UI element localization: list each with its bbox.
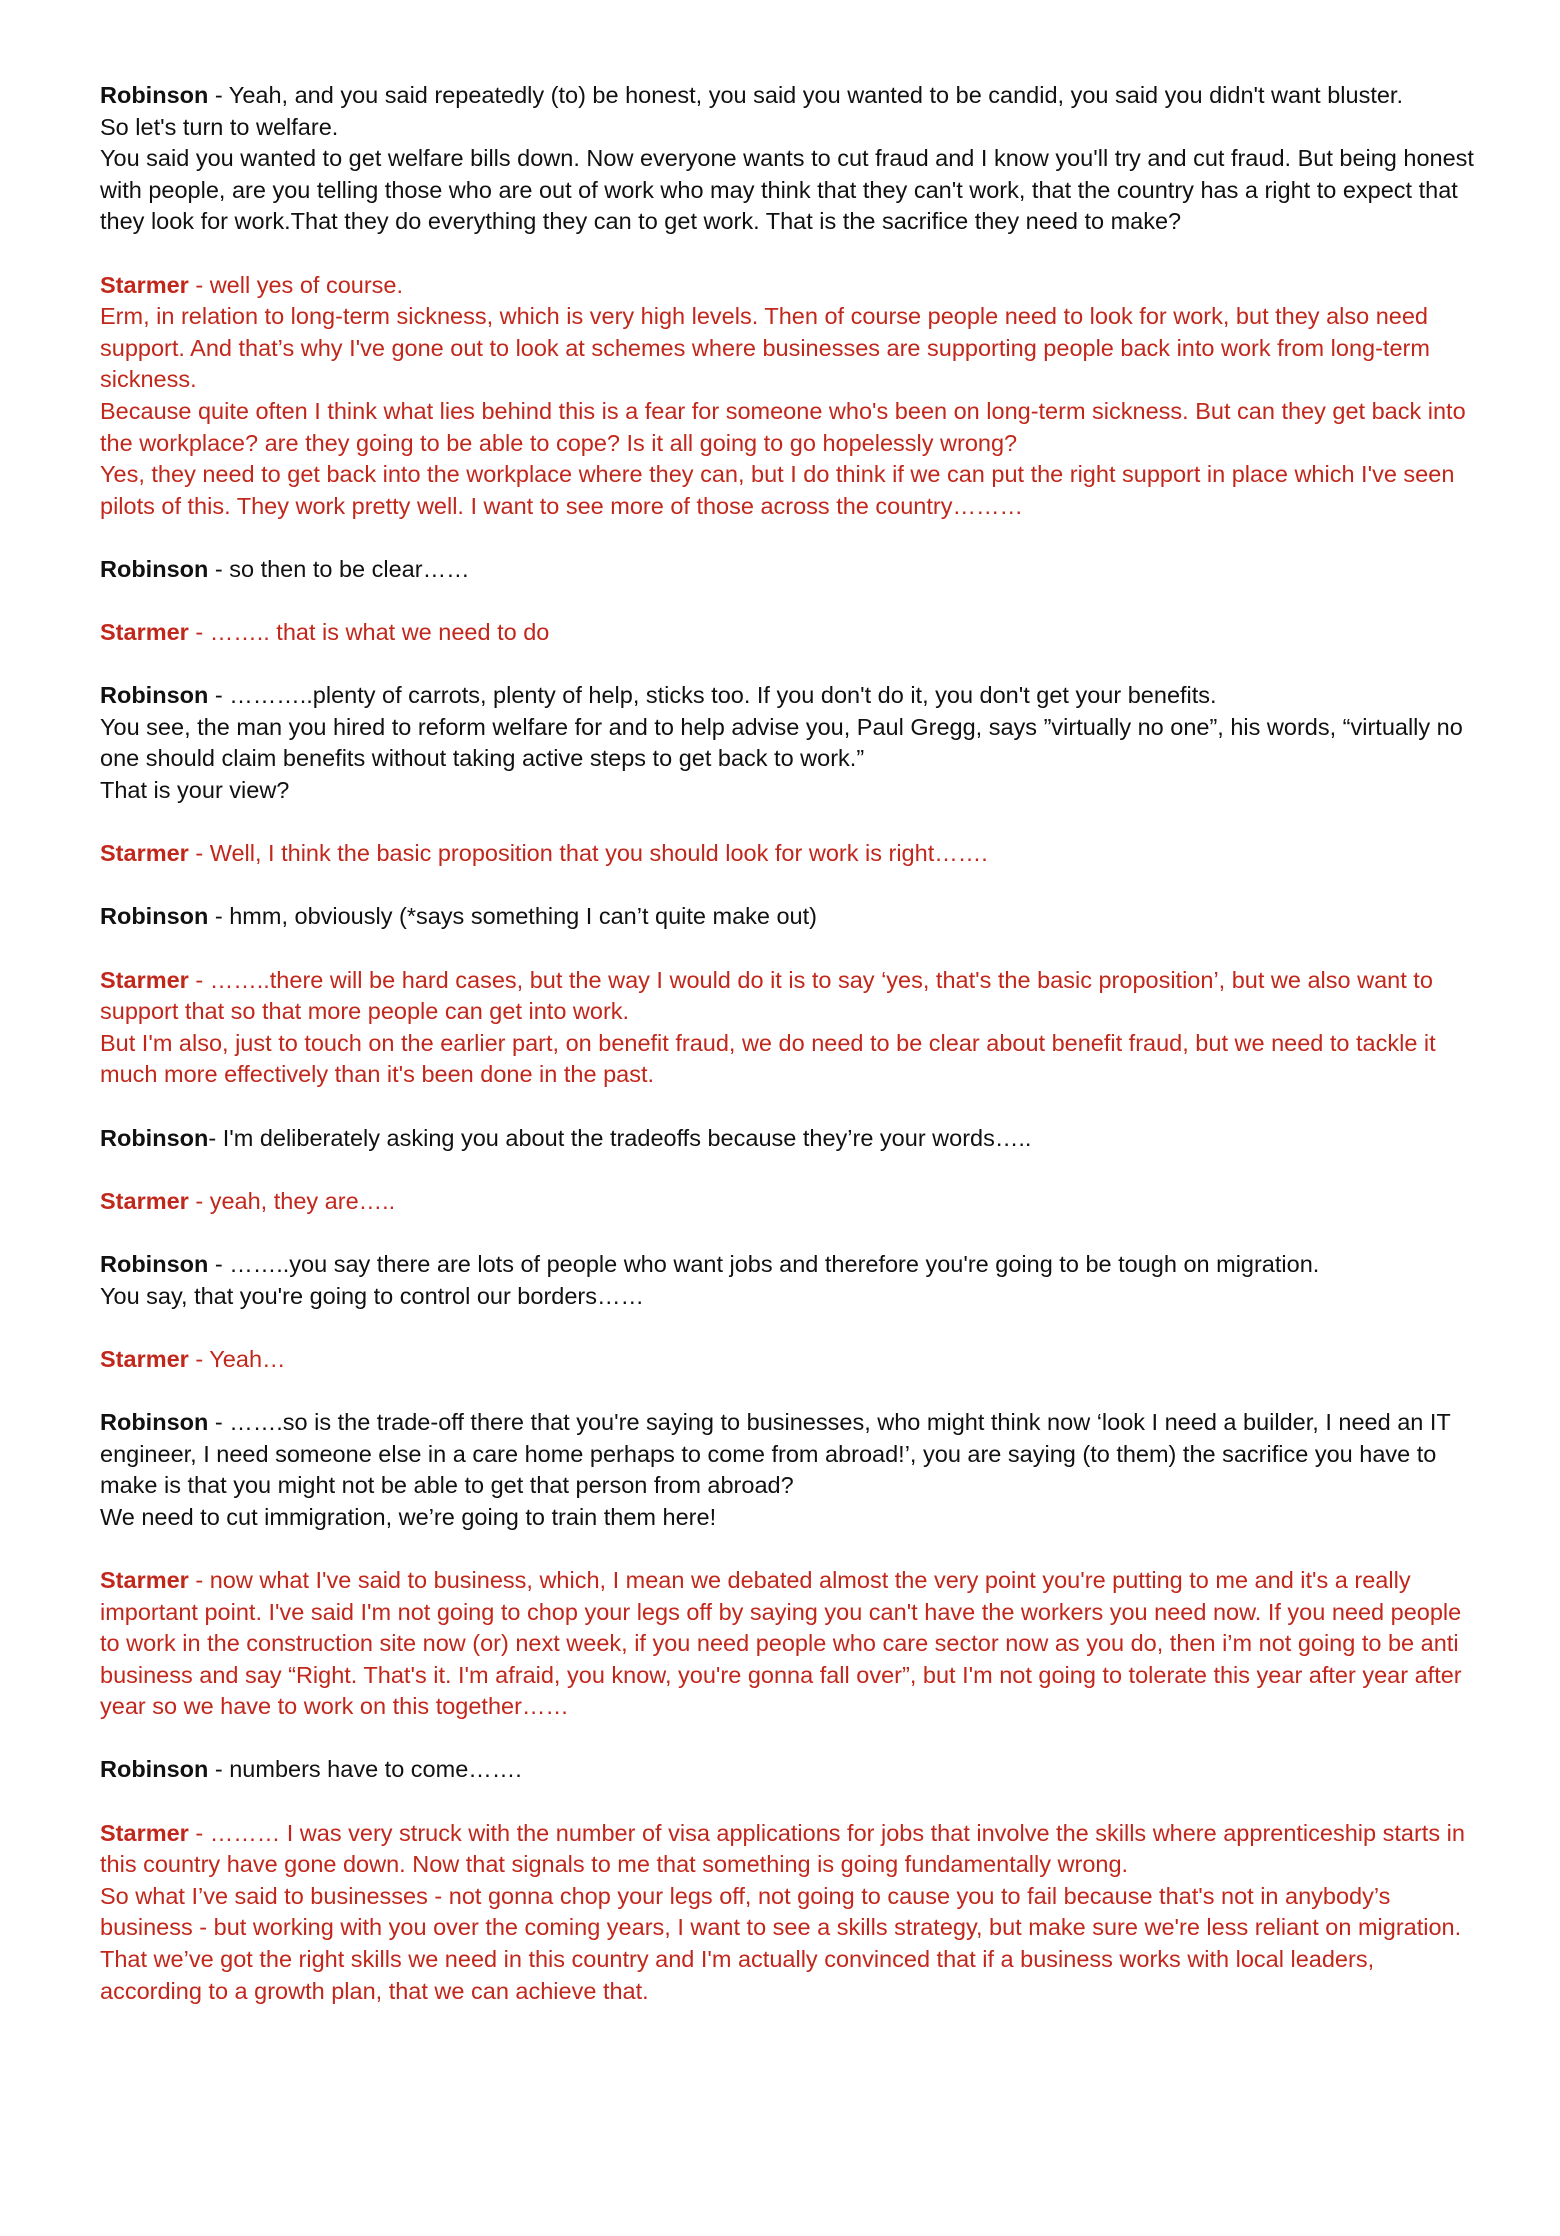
turn-lead-text: - yeah, they are…..	[188, 1187, 396, 1214]
speaker-name: Robinson	[100, 555, 209, 582]
speaker-name: Robinson	[100, 682, 209, 709]
speaker-name: Starmer	[100, 1187, 189, 1214]
turn-opening-line	[100, 1565, 1480, 1723]
speaker-name: Robinson	[100, 1124, 209, 1151]
speaker-name: Starmer	[100, 840, 189, 867]
speaker-name: Starmer	[100, 966, 189, 993]
turn-opening-line	[100, 80, 1480, 112]
turn-lead-text: - …….so is the trade-off there that you're saying to businesses, who might think now ‘look I need a builder, I need an IT engineer, I need someone else in a care home perhaps to come from abroad!’, you are saying (to them) the sacrifice you have to make is that you might not be able to get that person from abroad?	[100, 1408, 1451, 1499]
turn-continuation-line: You see, the man you hired to reform welfare for and to help advise you, Paul Gregg, says ”virtually no one”, his words, “virtually no one should claim benefits without taking active steps to get back to work.”	[100, 713, 1463, 772]
turn-continuation-line: But I'm also, just to touch on the earlier part, on benefit fraud, we do need to be clear about benefit fraud, but we need to tackle it much more effectively than it's been done in the past.	[100, 1029, 1436, 1088]
transcript-turn-robinson	[100, 901, 1480, 933]
transcript-turn-robinson	[100, 1249, 1480, 1312]
turn-lead-text: - so then to be clear……	[208, 555, 470, 582]
turn-lead-text: - well yes of course.	[188, 271, 404, 298]
transcript-turn-robinson	[100, 1123, 1480, 1155]
turn-opening-line	[100, 901, 1480, 933]
turn-lead-text: - ……… I was very struck with the number of visa applications for jobs that involve the skills where apprenticeship starts in this country have gone down. Now that signals to me that something is going fundamentally wrong.	[100, 1819, 1465, 1878]
turn-lead-text: - ……..there will be hard cases, but the way I would do it is to say ‘yes, that's the basic proposition’, but we also want to support that so that more people can get into work.	[100, 966, 1433, 1025]
turn-opening-line	[100, 1123, 1480, 1155]
turn-continuation-line: You said you wanted to get welfare bills down. Now everyone wants to cut fraud and I know you'll try and cut fraud. But being honest with people, are you telling those who are out of work who may think that they can't work, that the country has a right to expect that they look for work.That they do everything they can to get work. That is the sacrifice they need to make?	[100, 145, 1474, 235]
speaker-name: Starmer	[100, 1819, 189, 1846]
transcript-turn-robinson	[100, 80, 1480, 238]
turn-continuation-line: You say, that you're going to control our borders……	[100, 1282, 644, 1309]
transcript-page	[100, 80, 1480, 2039]
turn-lead-text: - ……..you say there are lots of people who want jobs and therefore you're going to be tough on migration.	[208, 1250, 1320, 1277]
transcript-turn-starmer	[100, 1565, 1480, 1723]
turn-lead-text: - now what I've said to business, which, I mean we debated almost the very point you're putting to me and it's a really important point. I've said I'm not going to chop your legs off by saying you can't have the workers you need now. If you need people to work in the construction site now (or) next week, if you need people who care sector now as you do, then i’m not going to be anti business and say “Right. That's it. I'm afraid, you know, you're gonna fall over”, but I'm not going to tolerate this year after year after year so we have to work on this together……	[100, 1566, 1462, 1720]
speaker-name: Starmer	[100, 619, 189, 646]
turn-opening-line	[100, 680, 1480, 712]
transcript-turn-starmer	[100, 1818, 1480, 2008]
turn-continuation-line: Because quite often I think what lies behind this is a fear for someone who's been on long-term sickness. But can they get back into the workplace? are they going to be able to cope? Is it all going to go hopelessly wrong?	[100, 397, 1466, 456]
turn-lead-text: - Yeah, and you said repeatedly (to) be honest, you said you wanted to be candid, you said you didn't want bluster.	[208, 82, 1403, 108]
turn-continuation-line: So let's turn to welfare.	[100, 113, 339, 140]
transcript-turn-starmer	[100, 838, 1480, 870]
speaker-name: Starmer	[100, 271, 189, 298]
speaker-name: Robinson	[100, 1408, 209, 1435]
turn-continuation-line: We need to cut immigration, we’re going to train them here!	[100, 1503, 717, 1530]
speaker-name: Starmer	[100, 1566, 189, 1593]
turn-opening-line	[100, 1249, 1480, 1281]
transcript-turn-starmer	[100, 965, 1480, 1091]
speaker-name: Robinson	[100, 1756, 209, 1783]
speaker-name: Starmer	[100, 1345, 189, 1372]
turn-lead-text: - hmm, obviously (*says something I can’t quite make out)	[208, 903, 817, 930]
turn-lead-text: - Well, I think the basic proposition that you should look for work is right…….	[188, 840, 988, 867]
turn-opening-line	[100, 1186, 1480, 1218]
turn-opening-line	[100, 1344, 1480, 1376]
turn-opening-line	[100, 1818, 1480, 1881]
transcript-turn-robinson	[100, 554, 1480, 586]
transcript-turn-starmer	[100, 617, 1480, 649]
transcript-turn-starmer	[100, 1344, 1480, 1376]
turn-opening-line	[100, 1754, 1480, 1786]
speaker-name: Robinson	[100, 82, 209, 108]
speaker-name: Robinson	[100, 903, 209, 930]
transcript-turn-starmer	[100, 270, 1480, 523]
turn-opening-line	[100, 617, 1480, 649]
turn-continuation-line: Erm, in relation to long-term sickness, which is very high levels. Then of course people need to look for work, but they also need support. And that’s why I've gone out to look at schemes where businesses are supporting people back into work from long-term sickness.	[100, 303, 1430, 393]
turn-lead-text: - Yeah…	[188, 1345, 286, 1372]
turn-continuation-line: So what I’ve said to businesses - not gonna chop your legs off, not going to cause you to fail because that's not in anybody’s business - but working with you over the coming years, I want to see a skills strategy, but make sure we're less reliant on migration. That we’ve got the right skills we need in this country and I'm actually convinced that if a business works with local leaders, according to a growth plan, that we can achieve that.	[100, 1882, 1462, 2004]
turn-lead-text: - I'm deliberately asking you about the tradeoffs because they’re your words…..	[208, 1124, 1032, 1151]
turn-lead-text: - numbers have to come…….	[208, 1756, 522, 1783]
turn-opening-line	[100, 838, 1480, 870]
turn-continuation-line: Yes, they need to get back into the workplace where they can, but I do think if we can put the right support in place which I've seen pilots of this. They work pretty well. I want to see more of those across the country………	[100, 461, 1455, 519]
transcript-turn-starmer	[100, 1186, 1480, 1218]
transcript-turn-robinson	[100, 1754, 1480, 1786]
turn-lead-text: - …….. that is what we need to do	[188, 619, 550, 646]
transcript-turn-robinson	[100, 680, 1480, 806]
speaker-name: Robinson	[100, 1250, 209, 1277]
turn-opening-line	[100, 554, 1480, 586]
turn-opening-line	[100, 1407, 1480, 1502]
transcript-turn-robinson	[100, 1407, 1480, 1533]
turn-opening-line	[100, 965, 1480, 1028]
turn-lead-text: - ………..plenty of carrots, plenty of help, sticks too. If you don't do it, you don't get your benefits.	[208, 682, 1217, 709]
turn-opening-line	[100, 270, 1480, 302]
turn-continuation-line: That is your view?	[100, 777, 290, 804]
